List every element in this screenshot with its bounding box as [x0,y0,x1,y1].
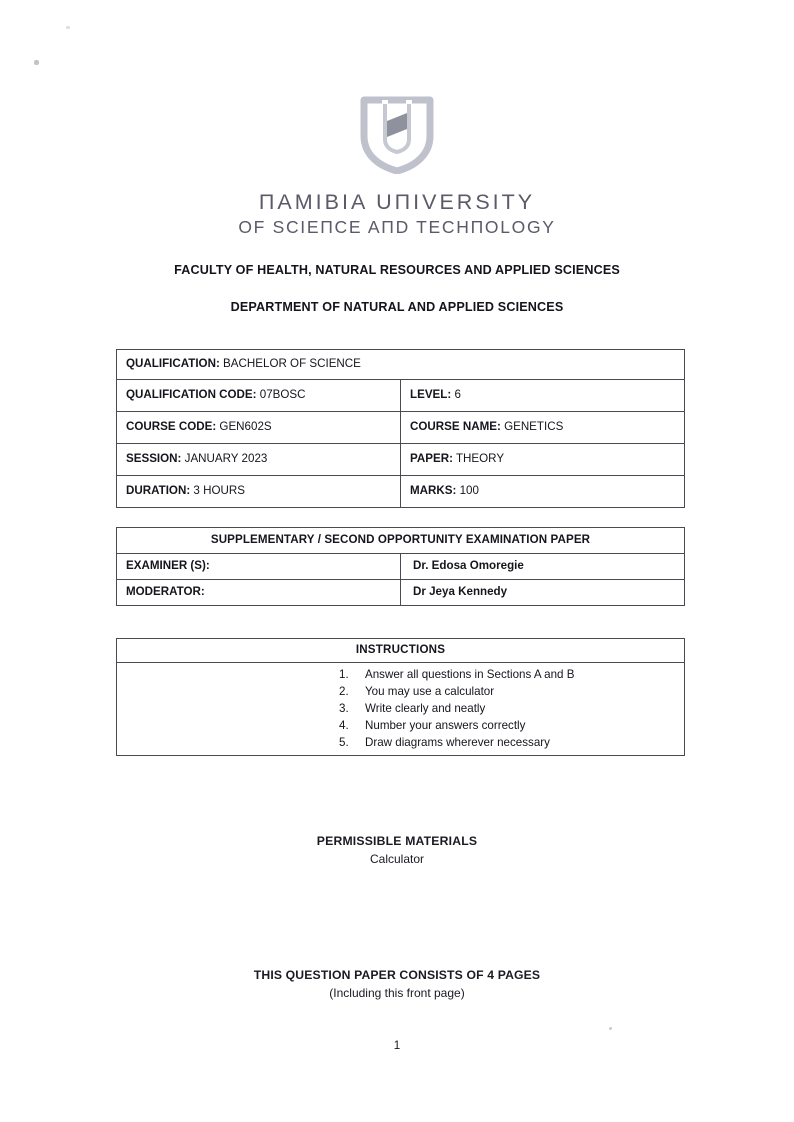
qualification-details-table [116,349,685,508]
table-row [117,554,685,580]
cell-value: GEN602S [219,420,272,434]
marks-cell [401,476,685,508]
list-item [339,734,684,751]
table-row [117,412,685,444]
cell-value: 3 HOURS [193,484,245,498]
qualification-cell [117,350,685,380]
cell-label: COURSE CODE: [126,420,217,434]
cell-label: QUALIFICATION CODE: [126,388,257,402]
item-text: Answer all questions in Sections A and B [365,668,575,681]
institution-name-line-1: ΠAMIBIA UΠIVERSITY [258,190,536,214]
table-row [117,528,685,554]
cell-label: SESSION: [126,452,182,466]
table-row [117,444,685,476]
list-item [339,683,684,700]
course-name-cell [401,412,685,444]
scan-artifact-speck [609,1027,612,1030]
cell-value: BACHELOR OF SCIENCE [223,357,361,371]
cell-value: 6 [454,388,461,402]
table-row [117,580,685,606]
item-text: You may use a calculator [365,685,495,698]
cell-label: PAPER: [410,452,453,466]
table-row [117,380,685,412]
cell-value: GENETICS [504,420,564,434]
item-number: 5. [339,736,349,749]
list-item [339,666,684,683]
course-code-cell [117,412,401,444]
cell-value: JANUARY 2023 [184,452,268,466]
cell-label: LEVEL: [410,388,452,402]
moderator-role-label: MODERATOR: [117,580,401,606]
scan-artifact-speck [34,60,39,65]
session-cell [117,444,401,476]
examiner-role-label: EXAMINER (S): [117,554,401,580]
nust-shield-logo-icon [360,96,434,174]
cell-label: DURATION: [126,484,191,498]
exam-paper-type-title: SUPPLEMENTARY / SECOND OPPORTUNITY EXAMINATION PAPER [117,528,685,554]
department-title: DEPARTMENT OF NATURAL AND APPLIED SCIENCES [230,300,564,314]
item-number: 1. [339,668,349,681]
institution-logo [0,96,794,174]
instructions-body [117,663,685,756]
duration-cell [117,476,401,508]
list-item [339,700,684,717]
list-item [339,717,684,734]
item-number: 4. [339,719,349,732]
item-text: Draw diagrams wherever necessary [365,736,550,749]
page-number: 1 [393,1039,401,1052]
cell-value: 100 [459,484,479,498]
item-number: 3. [339,702,349,715]
cell-label: QUALIFICATION: [126,357,220,371]
page-count-sub: (Including this front page) [329,986,465,1000]
page-count-note [0,968,794,1000]
permissible-materials-section [0,834,794,866]
table-row [117,350,685,380]
examiner-details-table [116,527,685,606]
table-row [117,663,685,756]
permissible-materials-title: PERMISSIBLE MATERIALS [316,834,478,848]
examiner-name: Dr. Edosa Omoregie [401,554,685,580]
scan-artifact-speck [66,26,70,29]
paper-cell [401,444,685,476]
moderator-name: Dr Jeya Kennedy [401,580,685,606]
instructions-list [117,666,684,751]
institution-name-line-2: OF SCIEΠCE AΠD TECHΠOLOGY [238,217,556,238]
instructions-table [116,638,685,756]
level-cell [401,380,685,412]
cell-label: COURSE NAME: [410,420,501,434]
instructions-heading: INSTRUCTIONS [117,639,685,663]
page-count-main: THIS QUESTION PAPER CONSISTS OF 4 PAGES [253,968,541,982]
qualification-code-cell [117,380,401,412]
table-row [117,639,685,663]
permissible-materials-item: Calculator [369,852,425,866]
table-row [117,476,685,508]
cell-value: 07BOSC [259,388,306,402]
faculty-title: FACULTY OF HEALTH, NATURAL RESOURCES AND APPLIED SCIENCES [174,263,620,277]
institution-wordmark [0,190,794,239]
cell-label: MARKS: [410,484,457,498]
item-text: Number your answers correctly [365,719,526,732]
item-number: 2. [339,685,349,698]
item-text: Write clearly and neatly [365,702,486,715]
cell-value: THEORY [455,452,505,466]
